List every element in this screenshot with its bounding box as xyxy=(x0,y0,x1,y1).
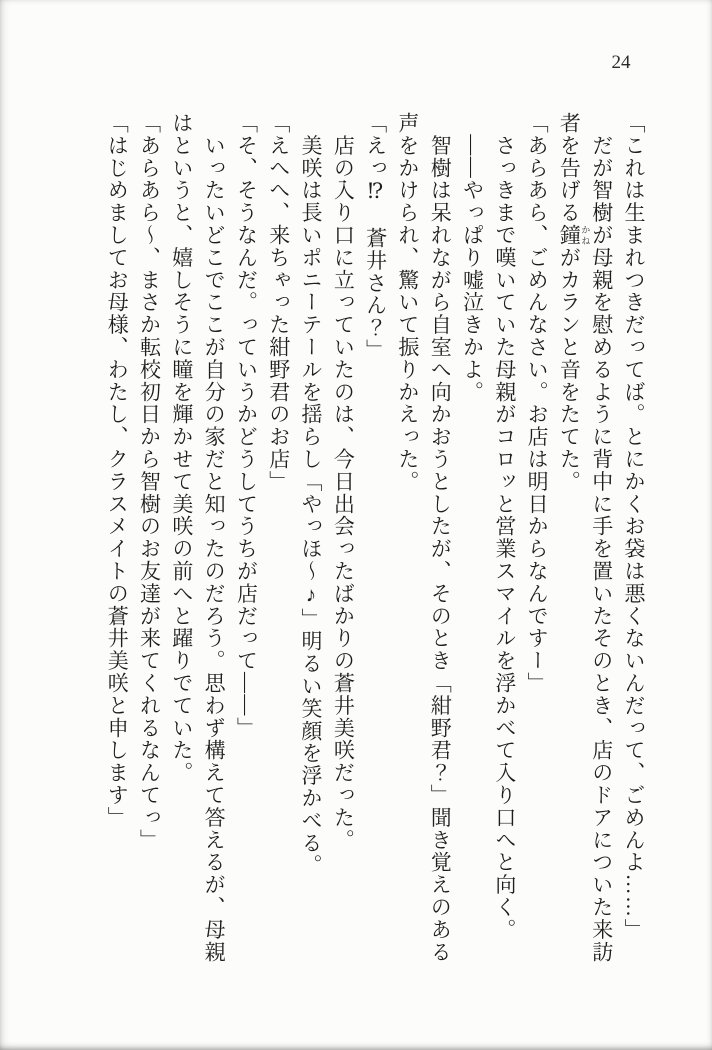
paragraph-narration-doorbell xyxy=(553,112,618,970)
ruby-text: かね xyxy=(580,224,591,247)
body-text xyxy=(101,112,650,970)
paragraph-dialogue-how-did-you-know: 「そ、そうなんだ。っていうかどうしてうちが店だって——」 xyxy=(234,112,259,740)
paragraph-dialogue-surprise: 「えっ⁉ 蒼井さん？」 xyxy=(363,112,388,362)
paragraph-narration-business-smile: さっきまで嘆いていた母親がコロッと営業スマイルを浮かべて入り口へと向く。 xyxy=(492,112,517,941)
ruby-base: 鐘 xyxy=(557,224,582,247)
text-segment: だが智樹が母親を慰めるように背中に手を置いたそのとき、店のドアについた来訪者を告げる xyxy=(557,112,614,964)
paragraph-narration-called-out: 智樹は呆れながら自室へ向かおうとしたが、そのとき「紺野君？」聞き覚えのある声をかけられ、驚いて振りかえった。 xyxy=(395,112,453,964)
text-segment: がカランと音をたてた。 xyxy=(557,246,582,493)
page-number: 24 xyxy=(611,52,631,73)
paragraph-dialogue-misaki-came: 「えへへ、来ちゃった紺野君のお店」 xyxy=(266,112,291,493)
paragraph-monologue-fake-crying: ——やっぱり嘘泣きかよ。 xyxy=(460,112,485,404)
paragraph-dialogue-shop-closed: 「あらあら、ごめんなさい。お店は明日からなんですー」 xyxy=(525,112,550,695)
furigana-kane xyxy=(557,224,591,247)
paragraph-dialogue-misaki-greeting: 「はじめましてお母様、わたし、クラスメイトの蒼井美咲と申します」 xyxy=(105,112,130,829)
paragraph-dialogue-mother-excited: 「あらあら〜、まさか転校初日から智樹のお友達が来てくれるなんてっ」 xyxy=(137,112,162,852)
paragraph-narration-mother-delighted: いったいどこでここが自分の家だと知ったのだろう。思わず構えて答えるが、母親はというと、嬉しそうに瞳を輝かせて美咲の前へと躍りでていた。 xyxy=(169,112,227,964)
paragraph-dialogue-mother-apology: 「これは生まれつきだってば。とにかくお袋は悪くないんだって、ごめんよ……」 xyxy=(622,112,646,941)
paragraph-narration-misaki-at-door: 店の入り口に立っていたのは、今日出会ったばかりの蒼井美咲だった。 xyxy=(331,112,356,852)
paragraph-narration-ponytail: 美咲は長いポニーテールを揺らし「やっほ〜♪」明るい笑顔を浮かべる。 xyxy=(299,112,324,877)
